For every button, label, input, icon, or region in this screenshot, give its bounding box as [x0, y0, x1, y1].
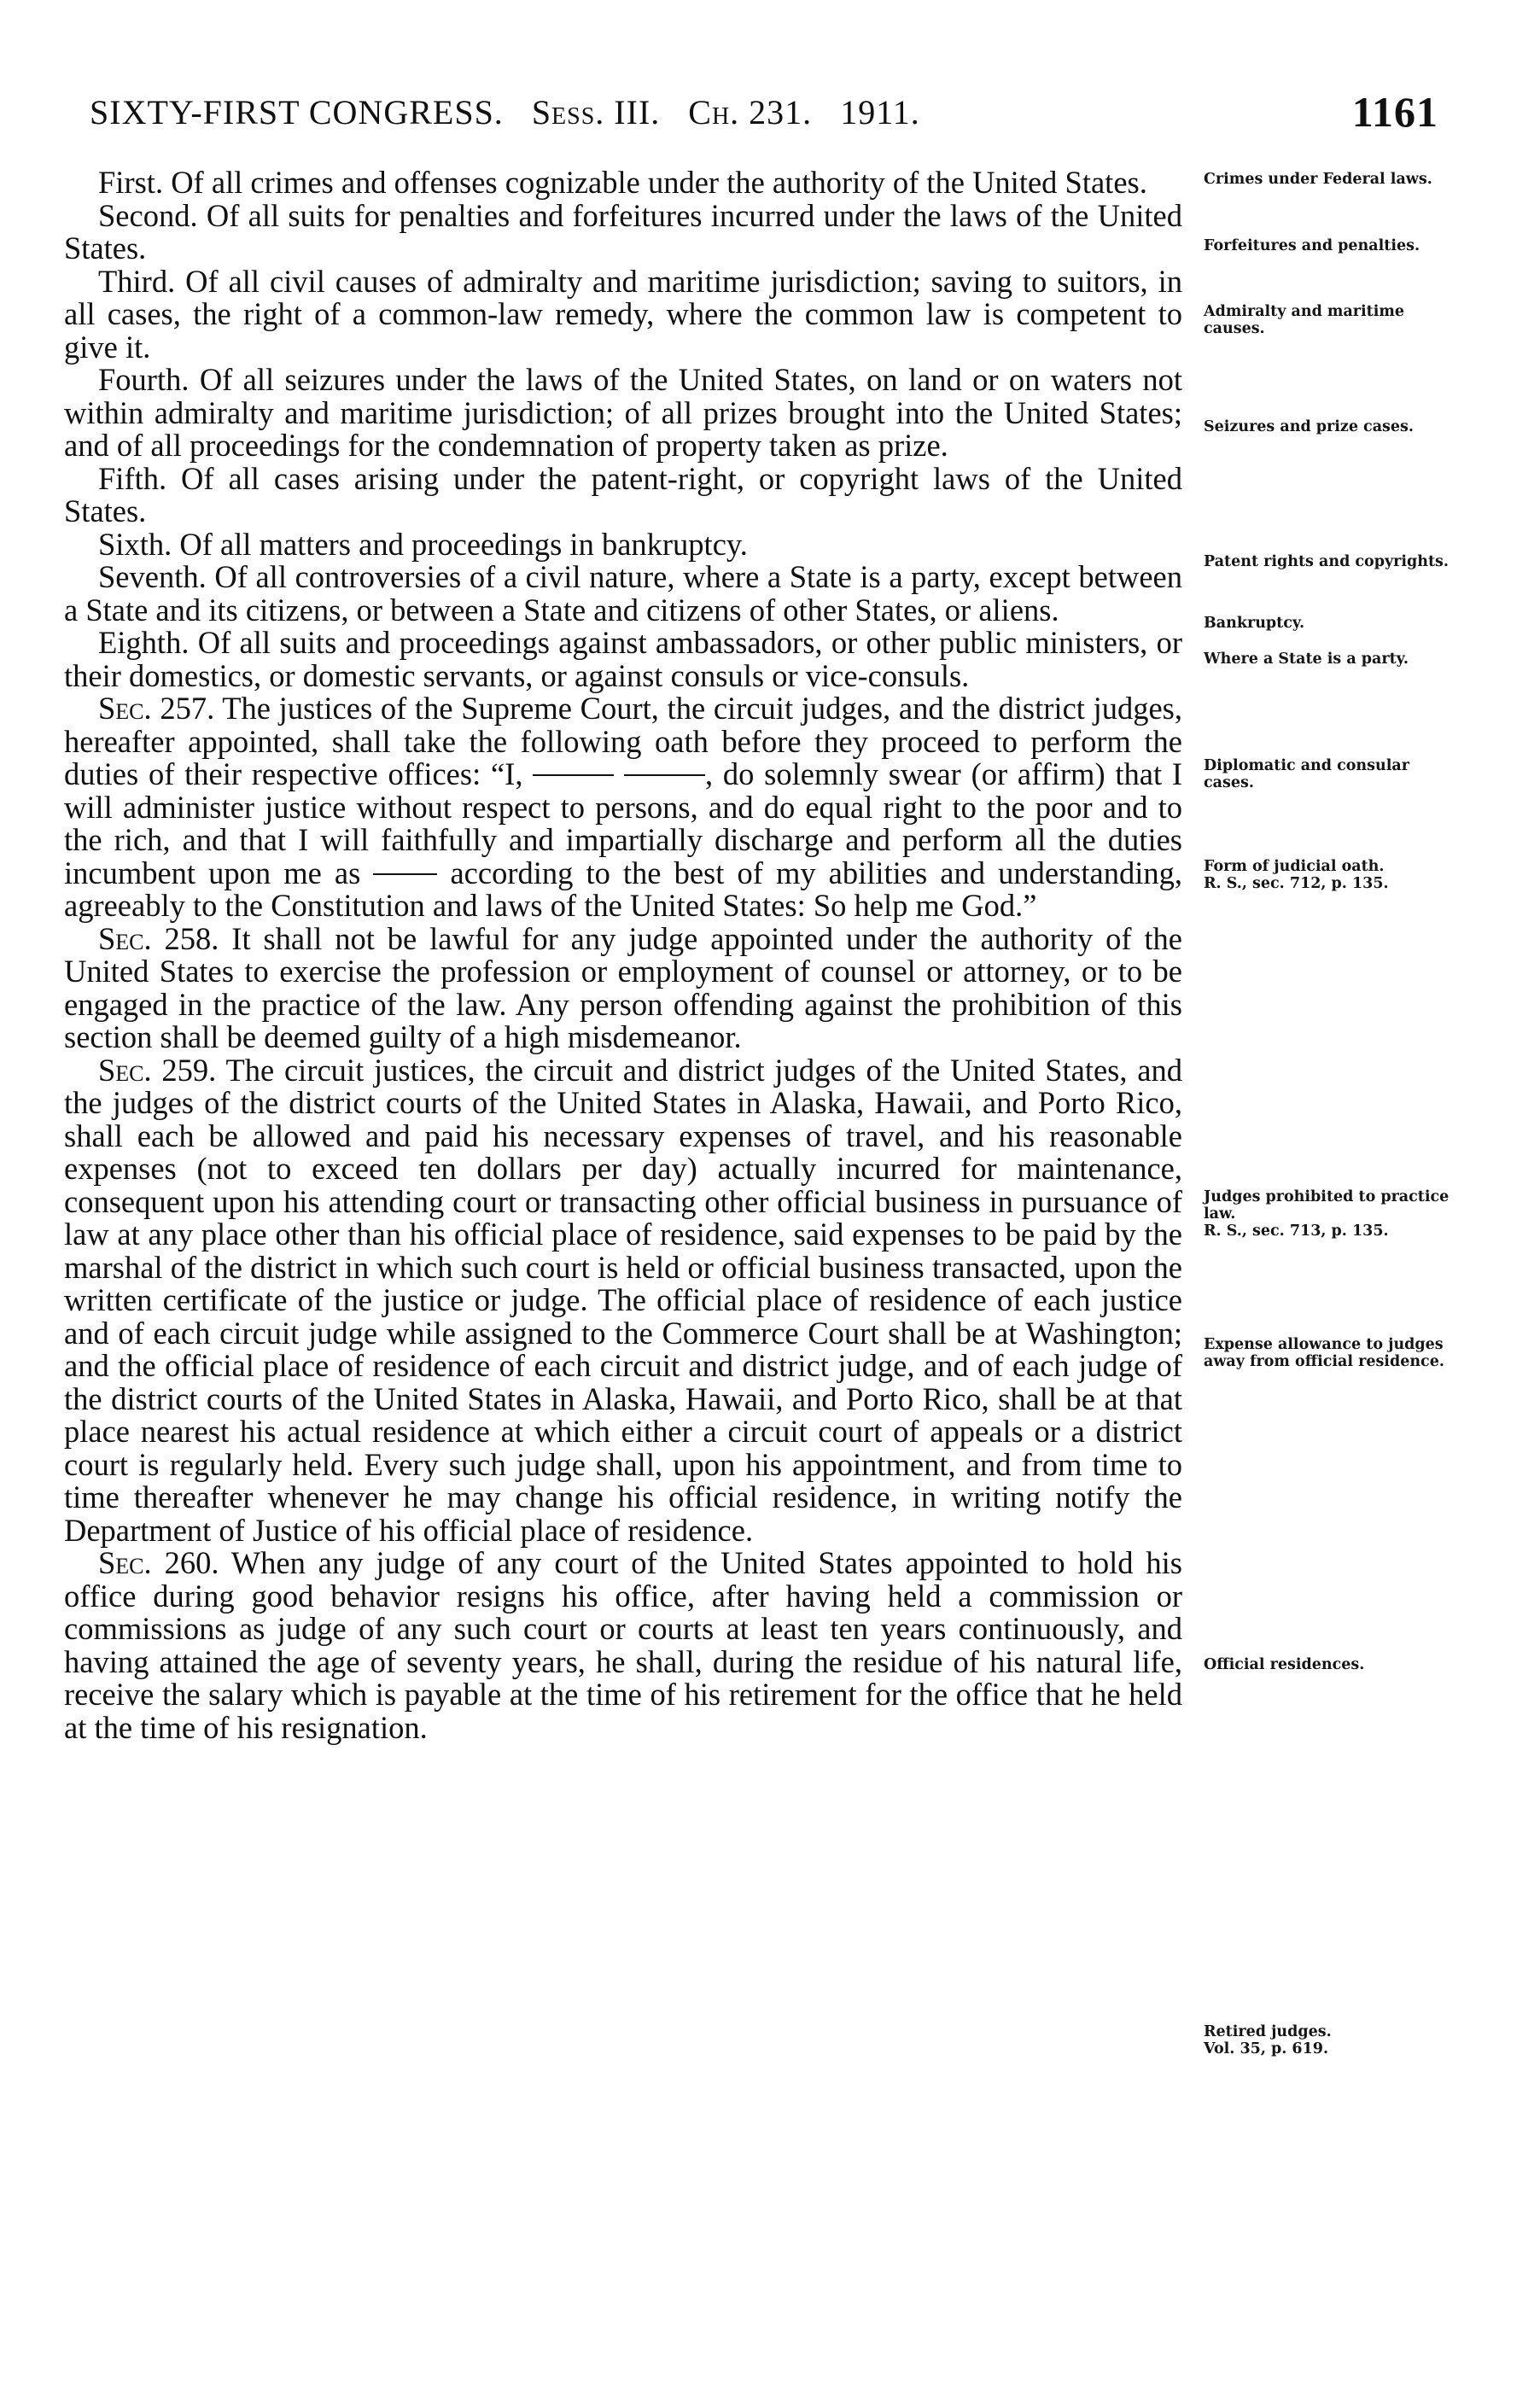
margin-note: Form of judicial oath. R. S., sec. 712, p. 135. [1204, 858, 1451, 892]
paragraph-eighth: Eighth. Of all suits and proceedings against ambassadors, or other public ministers, or their domestics, or domestic servants, or against consuls or vice-consuls. [64, 625, 1182, 693]
section-258 [64, 920, 1183, 1054]
paragraph-sixth: Sixth. Of all matters and proceedings in bankruptcy. [98, 526, 748, 562]
section-text: It shall not be lawful for any judge appointed under the authority of the United States to exercise the profession or employment of counsel or attorney, or to be engaged in the practice of the law. Any person offending against the prohibition of this section shall be deemed guilty of a high misdemeanor. [64, 920, 1183, 1054]
paragraph-second: Second. Of all suits for penalties and forfeitures incurred under the laws of the United States. [64, 197, 1182, 266]
section-text: The justices of the Supreme Court, the circuit judges, and the district judges, hereafter appointed, shall take the following oath before they proceed to perform the duties of their respective offices: “I, [64, 691, 1183, 791]
statute-reference: R. S., sec. 713, p. 135. [1204, 1223, 1389, 1240]
paragraph-fourth: Fourth. Of all seizures under the laws of the United States, on land or on waters not within admiralty and maritime jurisdiction; of all prizes brought into the United States; and of all proceedings for the condemnation of property taken as prize. [64, 362, 1182, 463]
margin-note: Expense allowance to judges away from official residence. [1204, 1336, 1444, 1370]
margin-note: Seizures and prize cases. [1204, 418, 1414, 435]
section-260 [64, 1547, 1182, 1744]
section-number: Sec. 257. [98, 691, 215, 726]
margin-note: Patent rights and copyrights. [1204, 553, 1449, 570]
statute-reference: Vol. 35, p. 619. [1204, 2040, 1329, 2057]
margin-note: Admiralty and maritime causes. [1204, 303, 1405, 337]
margin-note: Bankruptcy. [1204, 615, 1305, 632]
statute-reference: R. S., sec. 712, p. 135. [1204, 875, 1389, 892]
oath-name-blank [624, 774, 705, 776]
margin-note: Judges prohibited to practice law. R. S., sec. 713, p. 135. [1204, 1188, 1451, 1240]
page-number: 1161 [1351, 88, 1438, 136]
margin-note: Crimes under Federal laws. [1204, 171, 1432, 188]
margin-note: Retired judges. Vol. 35, p. 619. [1204, 2023, 1451, 2057]
section-number: Sec. 260. [98, 1545, 219, 1580]
paragraph-fifth: Fifth. Of all cases arising under the patent-right, or copyright laws of the United States. [64, 460, 1182, 528]
chapter-label: Ch. 231. [688, 93, 813, 131]
section-number: Sec. 259. [98, 1052, 217, 1088]
statute-text [64, 166, 1182, 1744]
margin-note: Where a State is a party. [1204, 651, 1409, 668]
running-head [90, 92, 920, 132]
congress-title: SIXTY-FIRST CONGRESS. [90, 93, 504, 131]
section-text: according to the best of my abilities and understanding, agreeably to the Constitution and laws of the United States: So help me God.” [64, 855, 1182, 923]
year-label: 1911. [840, 93, 920, 131]
oath-name-blank [533, 774, 614, 776]
section-number: Sec. 258. [98, 920, 219, 956]
section-259 [64, 1054, 1182, 1548]
paragraph-third: Third. Of all civil causes of admiralty and maritime jurisdiction; saving to suitors, in all cases, the right of a common-law remedy, where the common law is competent to give it. [64, 263, 1182, 365]
page-header [90, 88, 1438, 143]
margin-note: Official residences. [1204, 1656, 1365, 1673]
section-text: , do solemnly swear (or affirm) that I will administer justice without respect to persons, and do equal right to the poor and to the rich, and that I will faithfully and impartially discharge and perform all the duties incumbent upon me as [64, 756, 1182, 890]
section-text: The circuit justices, the circuit and district judges of the United States, and the judges of the district courts of the United States in Alaska, Hawaii, and Porto Rico, shall each be allowed and paid his necessary expenses of travel, and his reasonable expenses (not to exceed ten dollars per day) actually incurred for maintenance, consequent upon his attending court or transacting other official business in pursuance of law at any place other than his official place of residence, said expenses to be paid by the marshal of the district in which such court is held or official business transacted, upon the written certificate of the justice or judge. The official place of residence of each justice and of each circuit judge while assigned to the Commerce Court shall be at Washington; and the official place of residence of each circuit and district judge, and of each judge of the district courts of the United States in Alaska, Hawaii, and Porto Rico, shall be at that place nearest his actual residence at which either a circuit court of appeals or a district court is regularly held. Every such judge shall, upon his appointment, and from time to time thereafter whenever he may change his official residence, in writing notify the Department of Justice of his official place of residence. [64, 1052, 1183, 1548]
section-257 [64, 692, 1182, 923]
paragraph-seventh: Seventh. Of all controversies of a civil nature, where a State is a party, except between a State and its citizens, or between a State and citizens of other States, or aliens. [64, 559, 1182, 627]
session-label: Sess. III. [531, 93, 661, 131]
section-text: When any judge of any court of the United States appointed to hold his office during good behavior resigns his office, after having held a commission or commissions as judge of any such court or courts at least ten years continuously, and having attained the age of seventy years, he shall, during the residue of his natural life, receive the salary which is payable at the time of his retirement for the office that he held at the time of his resignation. [64, 1545, 1182, 1745]
paragraph-first: First. Of all crimes and offenses cognizable under the authority of the United States. [98, 165, 1147, 200]
margin-note: Forfeitures and penalties. [1204, 237, 1420, 254]
oath-office-blank [373, 873, 437, 875]
margin-note: Diplomatic and consular cases. [1204, 757, 1409, 791]
